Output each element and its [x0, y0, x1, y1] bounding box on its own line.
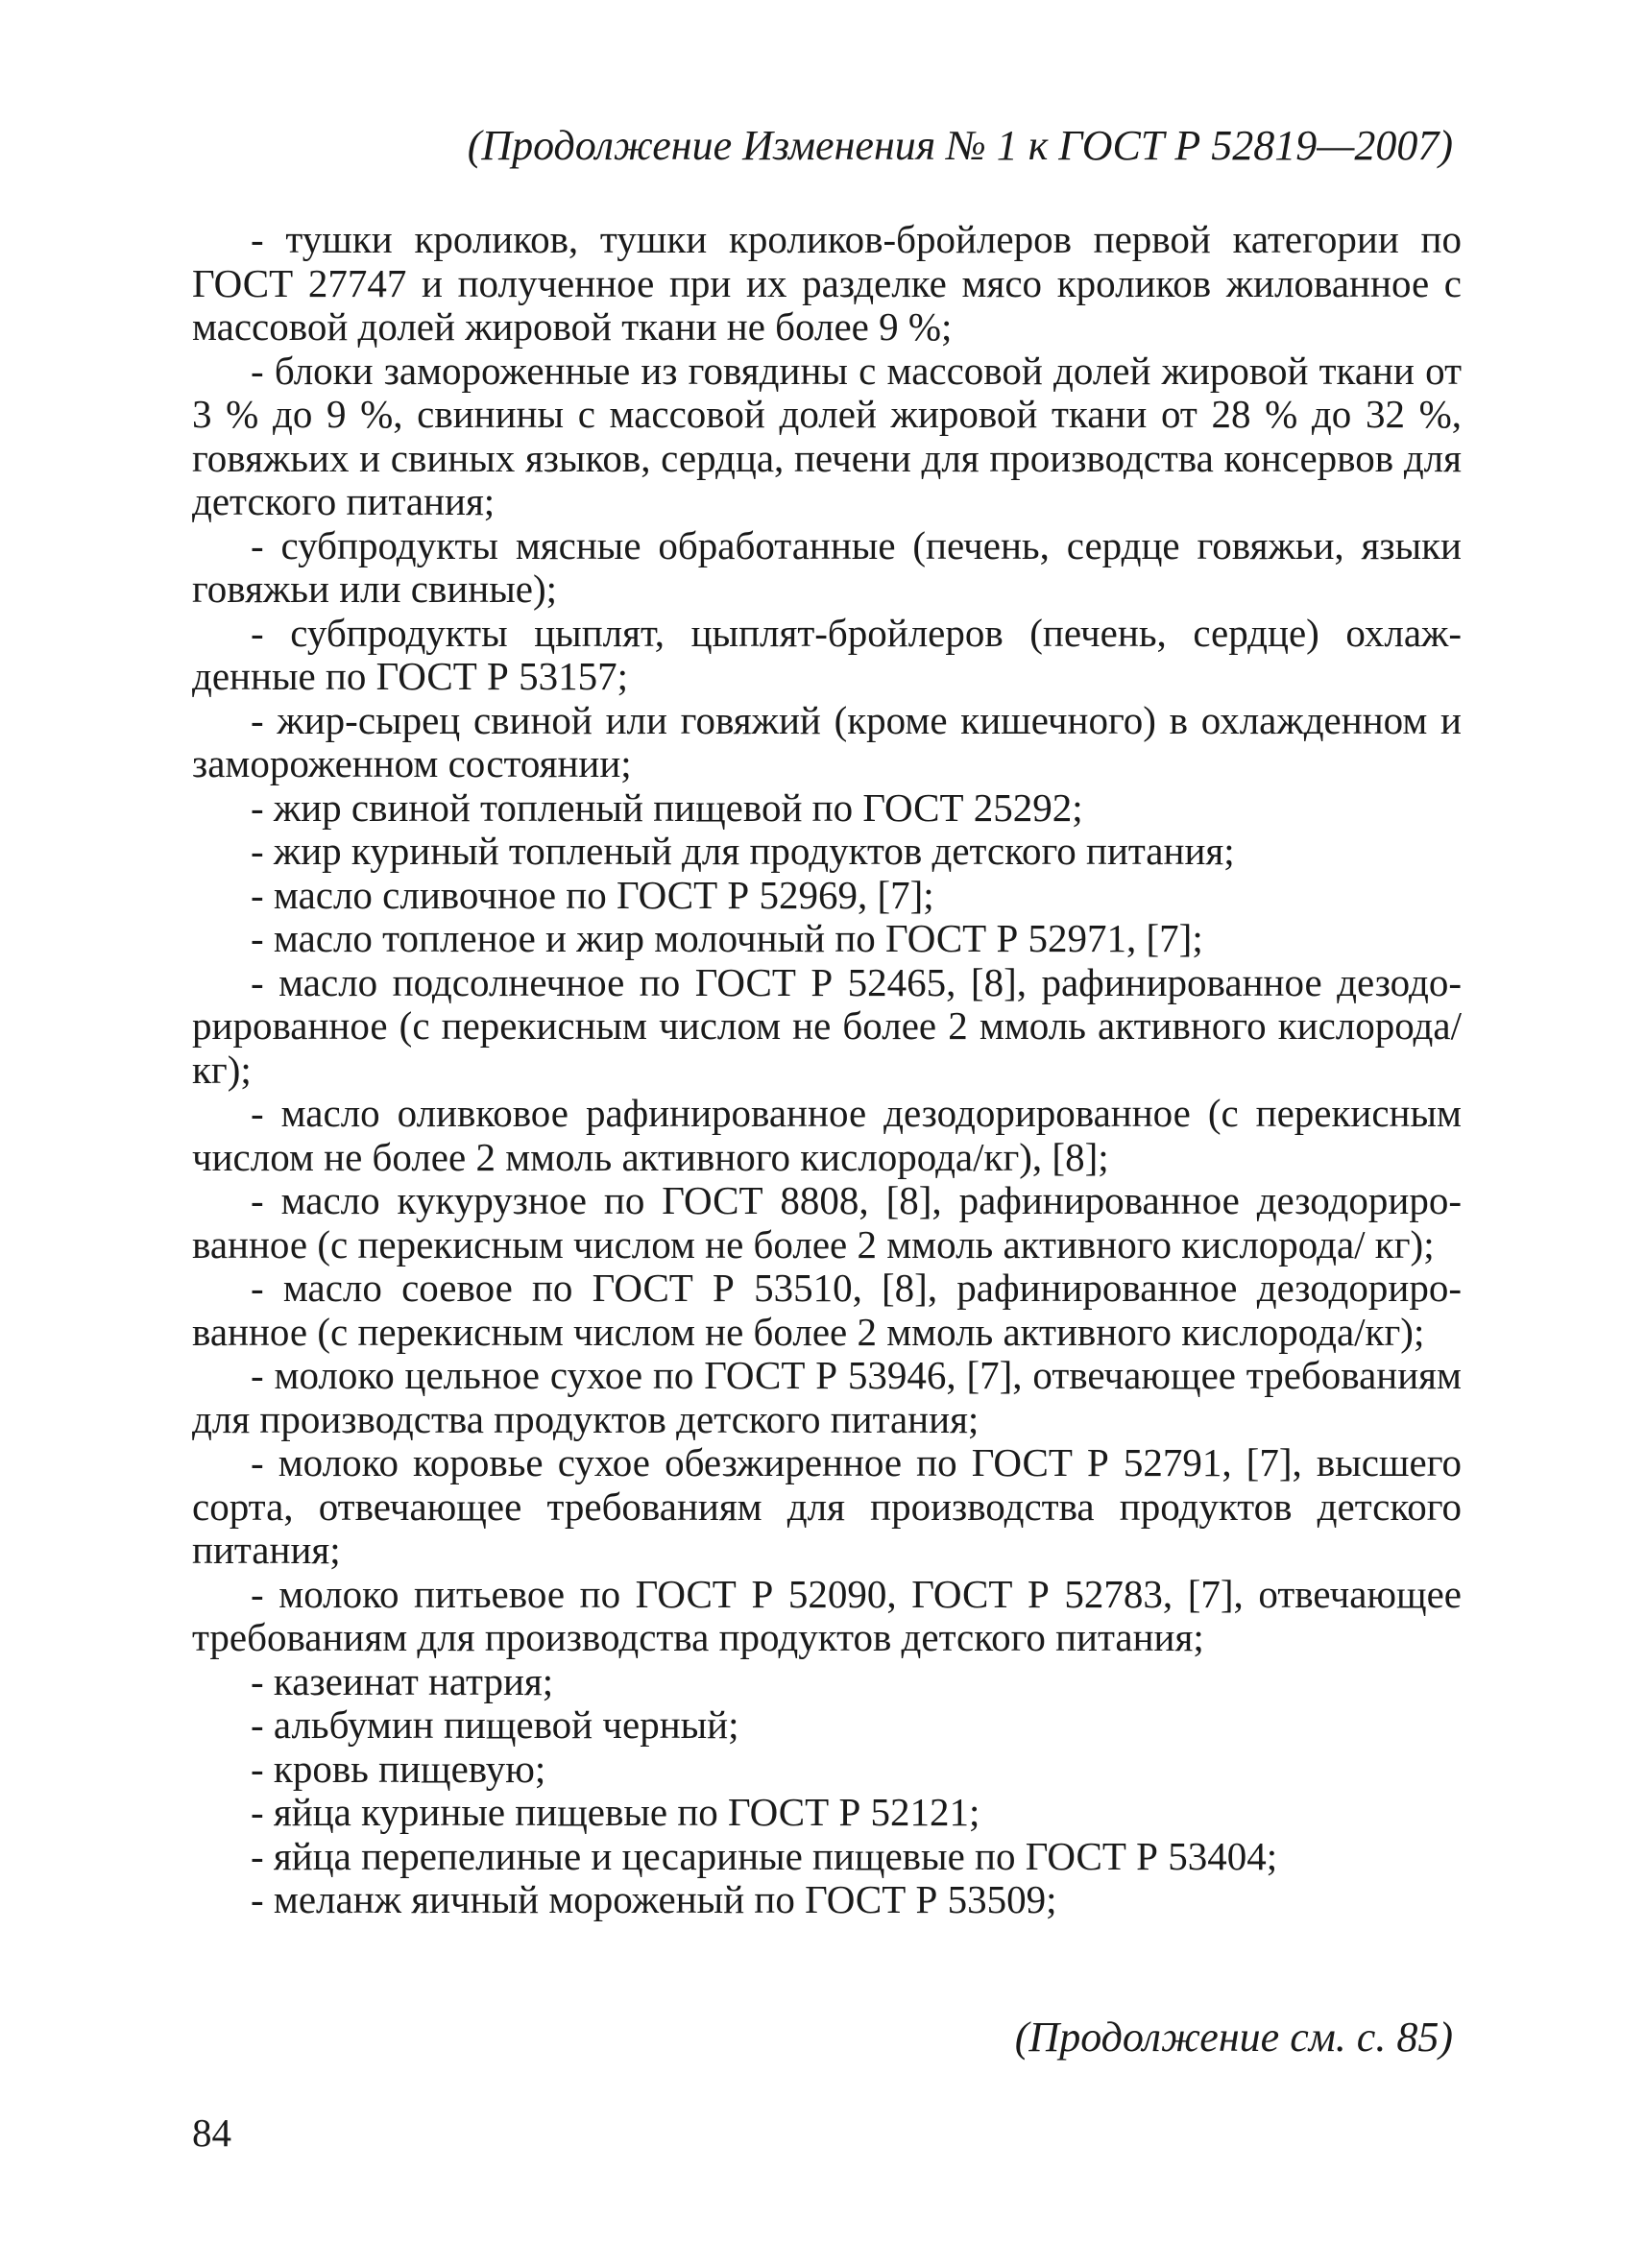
list-item: - яйца перепелиные и цесариные пищевые по ГОСТ Р 53404;: [251, 1833, 1278, 1878]
list-item: - субпродукты мясные обработанные (печень, сердце говяжьи, языки говяжьи или свиные);: [192, 522, 1462, 611]
list-item: - масло сливочное по ГОСТ Р 52969, [7];: [251, 872, 934, 917]
list-item: - жир свиной топленый пищевой по ГОСТ 25292;: [251, 784, 1083, 830]
list-item: - жир куриный топленый для продуктов детского питания;: [251, 829, 1235, 873]
ingredient-list: [192, 218, 1462, 1922]
list-item: - меланж яичный мороженый по ГОСТ Р 53509;: [251, 1877, 1057, 1921]
list-item: - яйца куриные пищевые по ГОСТ Р 52121;: [251, 1790, 980, 1834]
list-item: - масло топленое и жир молочный по ГОСТ Р 52971, [7];: [251, 916, 1203, 960]
continuation-header: (Продолжение Изменения № 1 к ГОСТ Р 52819—2007): [467, 122, 1453, 169]
list-item: - масло кукурузное по ГОСТ 8808, [8], рафинированное дезодорированное (с перекисным числом не более 2 ммоль активного кислорода/ кг);: [192, 1178, 1462, 1267]
list-item: - молоко цельное сухое по ГОСТ Р 53946, [7], отвечающее требованиям для производства продуктов детского питания;: [192, 1353, 1462, 1441]
page-number: 84: [192, 2111, 231, 2155]
list-item: - молоко коровье сухое обезжиренное по ГОСТ Р 52791, [7], высшего сорта, отвечающее требованиям для производства продуктов детского питания;: [192, 1440, 1462, 1572]
list-item: - блоки замороженные из говядины с массовой долей жировой ткани от 3 % до 9 %, свинины с массовой долей жировой ткани от 28 % до 32 %, говяжьих и свиных языков, сердца, печени для производства консервов для детского питания;: [192, 348, 1462, 523]
list-item: - жир-сырец свиной или говяжий (кроме кишечного) в охлажденном и замороженном состоянии;: [192, 697, 1462, 785]
list-item: - молоко питьевое по ГОСТ Р 52090, ГОСТ Р 52783, [7], отвечающее требованиям для производства продуктов детского питания;: [192, 1571, 1462, 1659]
continuation-footer: (Продолжение см. с. 85): [1014, 2014, 1453, 2061]
list-item: - масло подсолнечное по ГОСТ Р 52465, [8], рафинированное дезодорированное (с перекисным числом не более 2 ммоль активного кислорода/кг);: [192, 959, 1462, 1092]
list-item: - казеинат натрия;: [251, 1658, 554, 1703]
list-item: - альбумин пищевой черный;: [251, 1702, 739, 1747]
list-item: - масло оливковое рафинированное дезодорированное (с перекисным числом не более 2 ммоль активного кислорода/кг), [8];: [192, 1091, 1462, 1179]
list-item: - масло соевое по ГОСТ Р 53510, [8], рафинированное дезодорированное (с перекисным числом не более 2 ммоль активного кислорода/кг);: [192, 1266, 1462, 1354]
list-item: - тушки кроликов, тушки кроликов-бройлеров первой категории по ГОСТ 27747 и полученное при их разделке мясо кроликов жилованное с массовой долей жировой ткани не более 9 %;: [192, 217, 1462, 349]
list-item: - субпродукты цыплят, цыплят-бройлеров (печень, сердце) охлажденные по ГОСТ Р 53157;: [192, 610, 1462, 698]
list-item: - кровь пищевую;: [251, 1746, 546, 1791]
